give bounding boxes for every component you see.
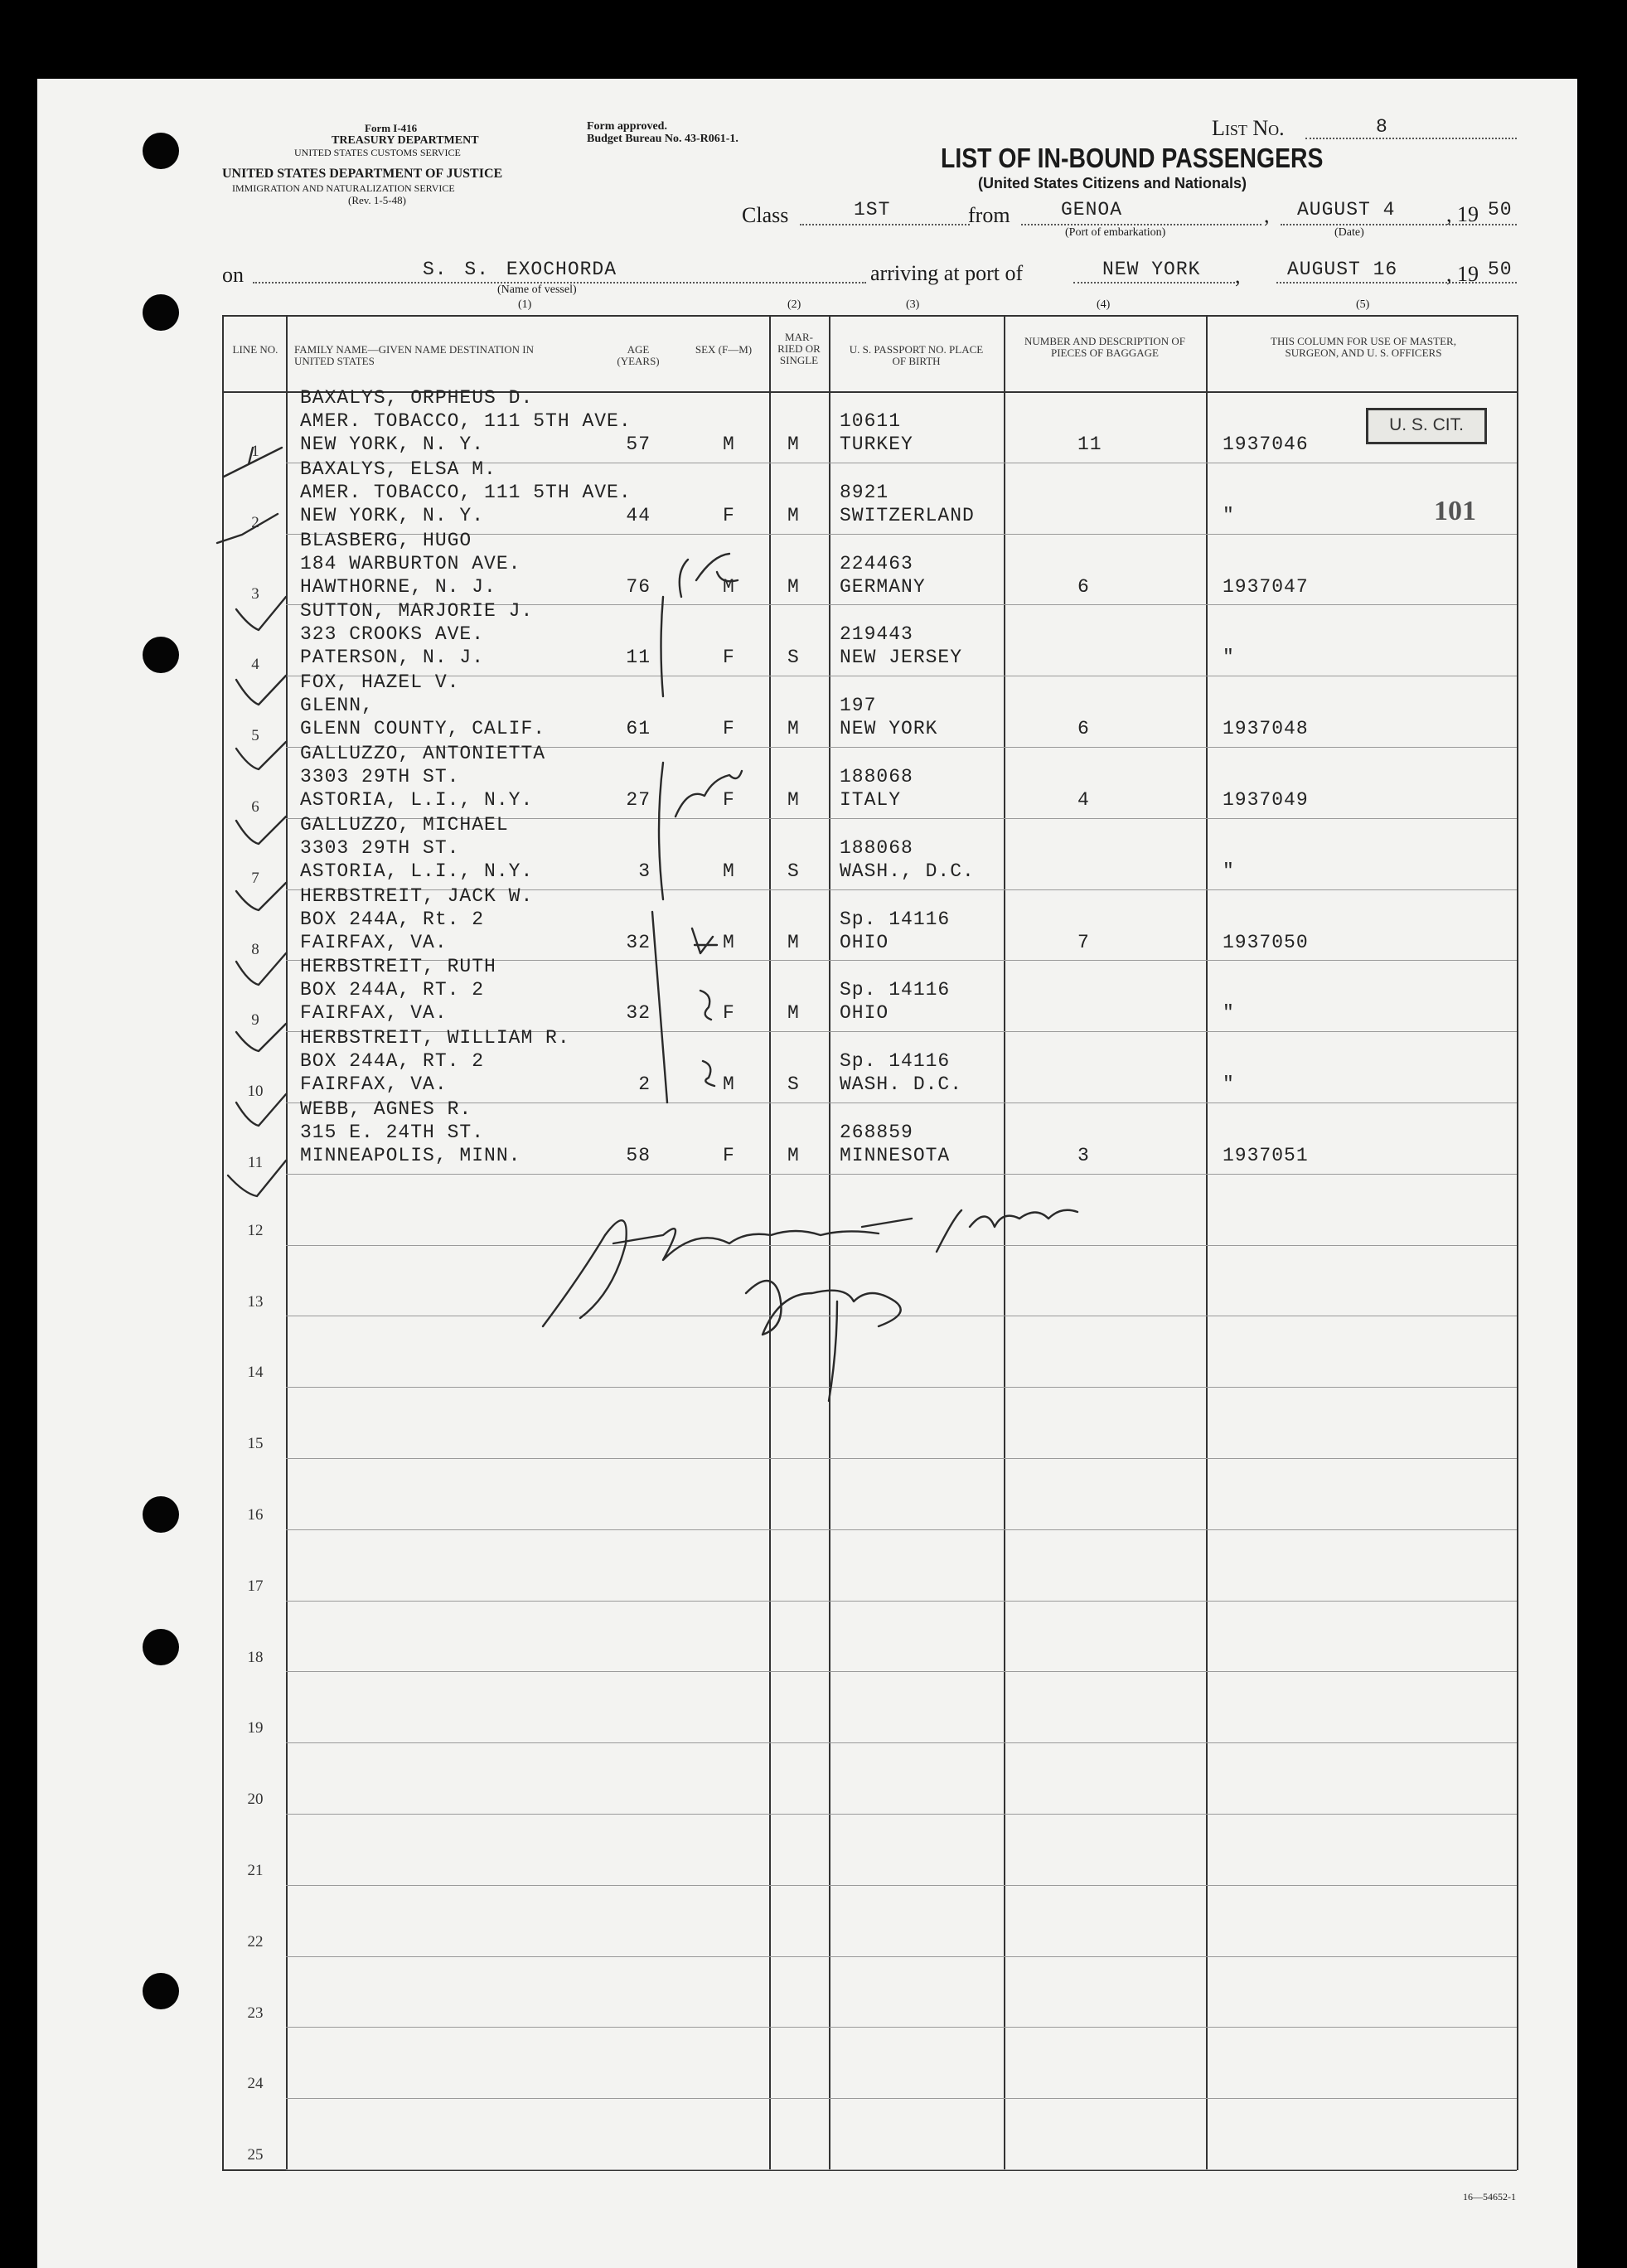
line-number: 4 xyxy=(251,656,259,674)
destination-line-2: FAIRFAX, VA. xyxy=(300,1002,448,1025)
line-number: 24 xyxy=(247,2075,264,2093)
vessel-caption: (Name of vessel) xyxy=(497,284,577,296)
budget-bureau-number: Budget Bureau No. 43-R061-1. xyxy=(587,133,738,145)
passenger-name: HERBSTREIT, RUTH xyxy=(300,956,496,978)
port-of-embarkation: GENOA xyxy=(1061,199,1123,220)
passenger-name: HERBSTREIT, WILLIAM R. xyxy=(300,1027,570,1049)
passenger-sex: M xyxy=(723,1073,735,1096)
passenger-age: 32 xyxy=(626,1002,651,1025)
officer-number: 1937051 xyxy=(1223,1145,1309,1166)
print-code: 16—54652-1 xyxy=(1463,2191,1516,2203)
place-of-birth: OHIO xyxy=(840,1002,889,1025)
header-age: AGE (YEARS) xyxy=(617,343,660,367)
vessel-name: S. S. EXOCHORDA xyxy=(423,259,617,280)
officer-number: " xyxy=(1223,860,1235,882)
place-of-birth: NEW JERSEY xyxy=(840,647,963,669)
destination-line-1: GLENN, xyxy=(300,695,374,717)
passenger-age: 27 xyxy=(626,789,651,811)
list-number-value: 8 xyxy=(1376,116,1388,138)
destination-line-2: FAIRFAX, VA. xyxy=(300,931,448,953)
arrival-year: 50 xyxy=(1488,259,1513,280)
place-of-birth: NEW YORK xyxy=(840,718,938,740)
line-number: 22 xyxy=(247,1932,264,1951)
passport-number: Sp. 14116 xyxy=(840,1050,951,1073)
line-number: 6 xyxy=(251,798,259,816)
marital-status: M xyxy=(787,1002,800,1025)
place-of-birth: WASH., D.C. xyxy=(840,860,975,882)
passport-number: 268859 xyxy=(840,1122,913,1143)
passenger-sex: M xyxy=(723,931,735,953)
passenger-name: FOX, HAZEL V. xyxy=(300,671,460,694)
marital-status: S xyxy=(787,860,800,882)
form-approved: Form approved. xyxy=(587,120,667,133)
officer-number: 1937049 xyxy=(1223,789,1309,811)
place-of-birth: GERMANY xyxy=(840,575,926,598)
destination-line-1: 3303 29TH ST. xyxy=(300,766,460,788)
line-number: 9 xyxy=(251,1011,259,1030)
line-number: 13 xyxy=(247,1292,264,1311)
line-number: 1 xyxy=(251,443,259,460)
on-label: on xyxy=(222,263,244,287)
passenger-sex: F xyxy=(723,647,735,669)
baggage-count: 3 xyxy=(1077,1145,1090,1166)
passenger-name: BAXALYS, ORPHEUS D. xyxy=(300,387,534,409)
marital-status: M xyxy=(787,789,800,811)
date-caption: (Date) xyxy=(1334,226,1364,239)
line-number: 20 xyxy=(247,1791,264,1809)
line-number: 5 xyxy=(251,727,259,745)
department-of-justice: UNITED STATES DEPARTMENT OF JUSTICE xyxy=(222,167,503,181)
column-number: (1) xyxy=(518,298,532,311)
passport-number: Sp. 14116 xyxy=(840,908,951,930)
passenger-age: 44 xyxy=(626,504,651,526)
line-number: 15 xyxy=(247,1435,264,1453)
line-number: 23 xyxy=(247,2004,264,2022)
customs-service: UNITED STATES CUSTOMS SERVICE xyxy=(294,147,461,158)
class-label: Class xyxy=(742,203,789,227)
officer-number: " xyxy=(1223,1002,1235,1025)
treasury-department: TREASURY DEPARTMENT xyxy=(332,134,479,147)
from-label: from xyxy=(968,203,1010,227)
passenger-age: 58 xyxy=(626,1145,651,1166)
line-number: 25 xyxy=(247,2146,264,2164)
passport-number: 188068 xyxy=(840,836,913,859)
passenger-age: 57 xyxy=(626,434,651,455)
place-of-birth: TURKEY xyxy=(840,434,913,455)
passenger-sex: F xyxy=(723,504,735,526)
baggage-count: 6 xyxy=(1077,718,1090,740)
passenger-age: 61 xyxy=(626,718,651,740)
passenger-sex: M xyxy=(723,860,735,882)
line-number: 18 xyxy=(247,1648,264,1666)
form-number: Form I-416 xyxy=(365,122,418,134)
passenger-name: BLASBERG, HUGO xyxy=(300,529,472,551)
arrival-date: AUGUST 16 xyxy=(1287,259,1398,280)
line-number: 11 xyxy=(247,1154,264,1171)
place-of-birth: WASH. D.C. xyxy=(840,1073,963,1096)
marital-status: M xyxy=(787,575,800,598)
line-number: 7 xyxy=(251,869,259,887)
baggage-count: 6 xyxy=(1077,575,1090,598)
port-caption: (Port of embarkation) xyxy=(1065,226,1166,239)
passenger-age: 32 xyxy=(626,931,651,953)
passenger-name: SUTTON, MARJORIE J. xyxy=(300,600,534,623)
baggage-count: 7 xyxy=(1077,931,1090,953)
passenger-age: 2 xyxy=(638,1073,651,1096)
officer-number: 1937047 xyxy=(1223,575,1309,598)
place-of-birth: SWITZERLAND xyxy=(840,504,975,526)
passenger-sex: F xyxy=(723,1145,735,1166)
baggage-count: 11 xyxy=(1077,434,1102,455)
passenger-age: 3 xyxy=(638,860,651,882)
officer-number: " xyxy=(1223,504,1235,526)
marital-status: M xyxy=(787,931,800,953)
marital-status: M xyxy=(787,434,800,455)
list-number-label: List No. xyxy=(1212,116,1285,140)
column-number: (4) xyxy=(1097,298,1111,311)
passport-number: 197 xyxy=(840,695,877,717)
arrival-port: NEW YORK xyxy=(1102,259,1201,280)
passenger-sex: F xyxy=(723,789,735,811)
destination-line-1: 323 CROOKS AVE. xyxy=(300,623,485,646)
destination-line-1: BOX 244A, RT. 2 xyxy=(300,979,485,1001)
line-number: 3 xyxy=(251,584,259,603)
date-year-prefix: , 19 xyxy=(1446,202,1479,226)
comma: , xyxy=(1264,203,1270,227)
passenger-sex: M xyxy=(723,575,735,598)
destination-line-1: AMER. TOBACCO, 111 5TH AVE. xyxy=(300,410,632,432)
passport-number: Sp. 14116 xyxy=(840,979,951,1001)
destination-line-1: 184 WARBURTON AVE. xyxy=(300,552,521,574)
marital-status: M xyxy=(787,504,800,526)
passport-number: 10611 xyxy=(840,410,902,432)
passport-number: 188068 xyxy=(840,766,913,788)
passenger-sex: F xyxy=(723,1002,735,1025)
line-number: 8 xyxy=(251,940,259,958)
header-officers: THIS COLUMN FOR USE OF MASTER, SURGEON, AND U. S. OFFICERS xyxy=(1271,335,1456,359)
column-number: (2) xyxy=(787,298,801,311)
passenger-name: BAXALYS, ELSA M. xyxy=(300,458,496,480)
immigration-service: IMMIGRATION AND NATURALIZATION SERVICE xyxy=(232,182,455,194)
destination-line-1: 315 E. 24TH ST. xyxy=(300,1122,485,1143)
line-number: 12 xyxy=(247,1221,264,1239)
officer-number: " xyxy=(1223,1073,1235,1096)
passport-number: 8921 xyxy=(840,481,889,503)
officer-number: 1937046 xyxy=(1223,434,1309,455)
line-number: 21 xyxy=(247,1862,264,1879)
officer-number: 1937048 xyxy=(1223,718,1309,740)
marital-status: M xyxy=(787,718,800,740)
header-sex: SEX (F—M) xyxy=(695,343,753,356)
comma: , xyxy=(1235,264,1241,288)
destination-line-2: PATERSON, N. J. xyxy=(300,647,485,669)
destination-line-1: BOX 244A, RT. 2 xyxy=(300,1050,485,1073)
passenger-name: WEBB, AGNES R. xyxy=(300,1098,472,1120)
marital-status: M xyxy=(787,1145,800,1166)
destination-line-2: HAWTHORNE, N. J. xyxy=(300,575,496,598)
form-revision: (Rev. 1-5-48) xyxy=(348,194,406,206)
place-of-birth: MINNESOTA xyxy=(840,1145,951,1166)
passenger-name: GALLUZZO, MICHAEL xyxy=(300,813,509,836)
header-passport: U. S. PASSPORT NO. PLACE OF BIRTH xyxy=(849,343,984,367)
place-of-birth: ITALY xyxy=(840,789,902,811)
destination-line-2: ASTORIA, L.I., N.Y. xyxy=(300,860,534,882)
arriving-label: arriving at port of xyxy=(870,261,1024,285)
date-year: 50 xyxy=(1488,199,1513,220)
destination-line-2: FAIRFAX, VA. xyxy=(300,1073,448,1096)
line-number: 16 xyxy=(247,1506,264,1524)
line-number: 2 xyxy=(251,513,259,531)
passenger-age: 76 xyxy=(626,575,651,598)
line-number: 19 xyxy=(247,1719,264,1737)
passenger-sex: M xyxy=(723,434,735,455)
column-number: (5) xyxy=(1356,298,1370,311)
class-value: 1ST xyxy=(854,199,891,220)
passport-number: 219443 xyxy=(840,623,913,646)
line-number: 14 xyxy=(247,1364,264,1382)
marital-status: S xyxy=(787,647,800,669)
passenger-name: GALLUZZO, ANTONIETTA xyxy=(300,743,546,764)
officer-number: " xyxy=(1223,647,1235,669)
destination-line-1: AMER. TOBACCO, 111 5TH AVE. xyxy=(300,481,632,503)
destination-line-1: BOX 244A, Rt. 2 xyxy=(300,908,485,930)
header-married: MAR-RIED OR SINGLE xyxy=(777,331,821,366)
header-name-destination: FAMILY NAME—GIVEN NAME DESTINATION IN UNITED STATES xyxy=(294,343,535,367)
embarkation-date: AUGUST 4 xyxy=(1297,199,1396,220)
column-number: (3) xyxy=(906,298,920,311)
page-subtitle: (United States Citizens and Nationals) xyxy=(978,175,1247,191)
marital-status: S xyxy=(787,1073,800,1096)
line-number: 10 xyxy=(247,1083,264,1101)
passenger-sex: F xyxy=(723,718,735,740)
passenger-age: 11 xyxy=(626,647,651,669)
us-citizen-stamp: U. S. CIT. xyxy=(1366,408,1487,444)
destination-line-1: 3303 29TH ST. xyxy=(300,836,460,859)
baggage-count: 4 xyxy=(1077,789,1090,811)
destination-line-2: NEW YORK, N. Y. xyxy=(300,504,485,526)
header-line-no: LINE NO. xyxy=(232,343,278,356)
page-title: LIST OF IN-BOUND PASSENGERS xyxy=(941,143,1324,173)
destination-line-2: ASTORIA, L.I., N.Y. xyxy=(300,789,534,811)
destination-line-2: NEW YORK, N. Y. xyxy=(300,434,485,455)
passenger-name: HERBSTREIT, JACK W. xyxy=(300,884,534,907)
place-of-birth: OHIO xyxy=(840,931,889,953)
stamp-number: 101 xyxy=(1434,496,1476,526)
destination-line-2: GLENN COUNTY, CALIF. xyxy=(300,718,546,740)
header-baggage: NUMBER AND DESCRIPTION OF PIECES OF BAGGAGE xyxy=(1024,335,1185,359)
passport-number: 224463 xyxy=(840,552,913,574)
officer-number: 1937050 xyxy=(1223,931,1309,953)
line-number: 17 xyxy=(247,1577,264,1595)
destination-line-2: MINNEAPOLIS, MINN. xyxy=(300,1145,521,1166)
arrival-year-prefix: , 19 xyxy=(1446,262,1479,286)
